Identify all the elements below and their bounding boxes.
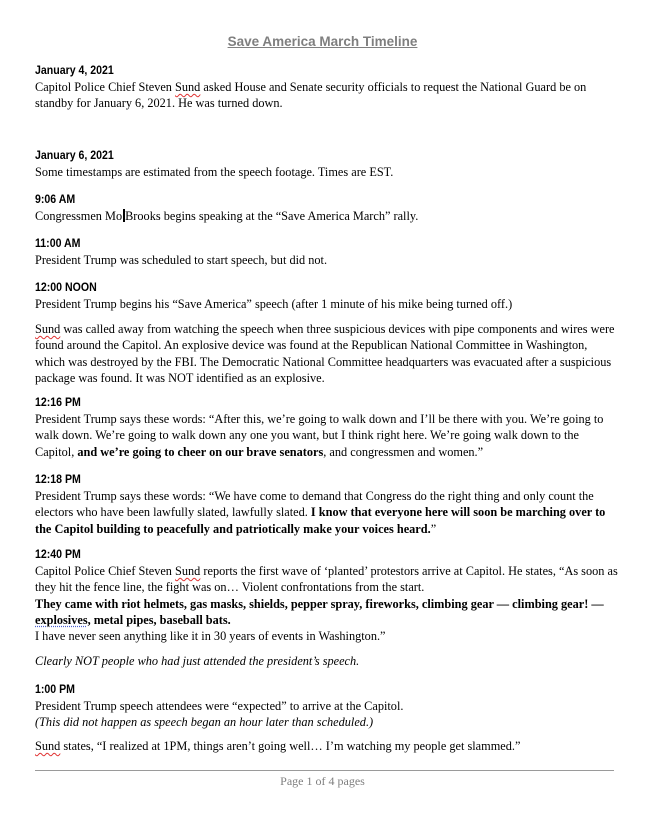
entry-heading: January 4, 2021 xyxy=(35,65,114,77)
entry-text: President Trump begins his “Save America” speech (after 1 minute of his mike being turned off.) xyxy=(35,297,513,311)
entry-text: President Trump was scheduled to start speech, but did not. xyxy=(35,253,328,267)
entry-text: President Trump says these words: “After this, we’re going to walk down and I’ll be there with you. We’re going to walk down. We’re going to walk down any one you want, but I think right here. We’re going walk down to the Capitol, and we’re going to cheer on our brave senators, and congressmen and women.” xyxy=(35,412,604,459)
entry-heading: 12:18 PM xyxy=(35,474,81,486)
entry-heading: 11:00 AM xyxy=(35,238,81,250)
entry-text: Sund was called away from watching the speech when three suspicious devices with pipe components and wires were found around the Capitol. An explosive device was found at the Republican National Committee in Washington, which was destroyed by the FBI. The Democratic National Committee headquarters was evacuated after a suspicious package was found. It was NOT identified as an explosive. xyxy=(35,322,615,385)
entry-heading: January 6, 2021 xyxy=(35,150,114,162)
entry-text: President Trump speech attendees were “expected” to arrive at the Capitol. xyxy=(35,699,404,713)
entry-heading: 12:00 NOON xyxy=(35,282,97,294)
entry-note: (This did not happen as speech began an hour later than scheduled.) xyxy=(35,715,374,729)
document-title: Save America March Timeline xyxy=(227,34,418,49)
footer-divider xyxy=(35,770,614,771)
entry-text: Capitol Police Chief Steven Sund asked House and Senate security officials to request the National Guard be on standby for January 6, 2021. He was turned down. xyxy=(35,80,587,111)
entry-text: President Trump says these words: “We have come to demand that Congress do the right thing and only count the electors who have been lawfully slated, lawfully slated. I know that everyone here will soon be marching over to the Capitol building to peacefully and patriotically make your voices heard.” xyxy=(35,489,606,536)
entry-text: Capitol Police Chief Steven Sund reports the first wave of ‘planted’ protestors arrive at Capitol. He states, “As soon as they hit the fence line, the fight was on… Violent confrontations from the start. They came with riot helmets, gas masks, shields, pepper spray, fireworks, climbing gear — climbing gear! — explosives, metal pipes, baseball bats. I have never seen anything like it in 30 years of events in Washington.” xyxy=(35,564,618,644)
entry-note: Clearly NOT people who had just attended the president’s speech. xyxy=(35,654,360,668)
entry-text: Sund states, “I realized at 1PM, things aren’t going well… I’m watching my people get slammed.” xyxy=(35,739,521,753)
entry-heading: 9:06 AM xyxy=(35,194,76,206)
page-number: Page 1 of 4 pages xyxy=(280,774,365,788)
entry-heading: 1:00 PM xyxy=(35,684,75,696)
entry-text: Congressmen Mo Brooks begins speaking at the “Save America March” rally. xyxy=(35,209,419,223)
entry-text: Some timestamps are estimated from the speech footage. Times are EST. xyxy=(35,165,394,179)
entry-heading: 12:40 PM xyxy=(35,549,81,561)
entry-heading: 12:16 PM xyxy=(35,397,81,409)
